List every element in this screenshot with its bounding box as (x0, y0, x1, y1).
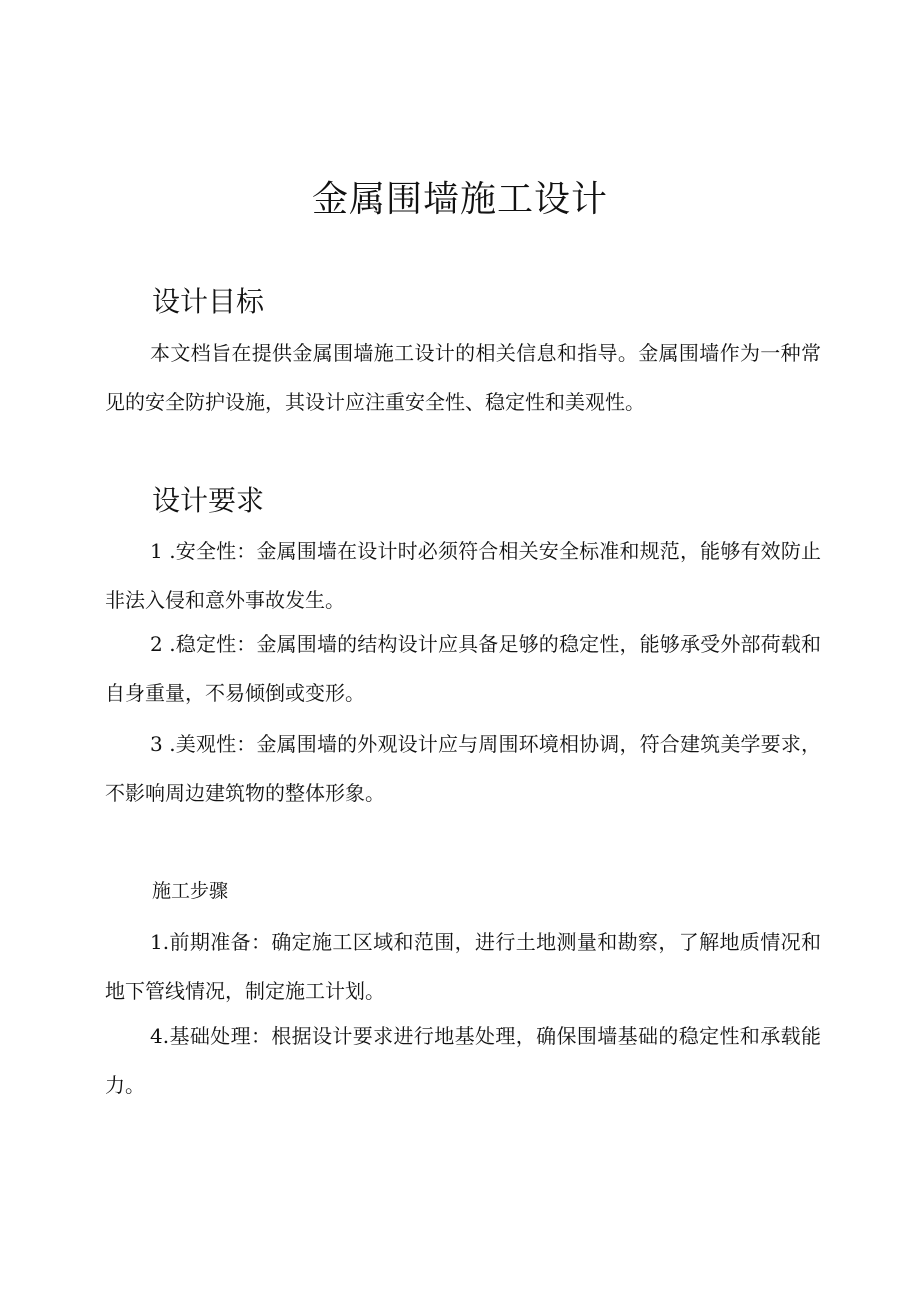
document-title: 金属围墙施工设计 (311, 179, 608, 220)
paragraph-step-preparation: 1.前期准备：确定施工区域和范围，进行土地测量和勘察，了解地质情况和地下管线情况，制定施工计划。 (105, 930, 821, 1003)
section-heading-construction-steps: 施工步骤 (152, 880, 229, 902)
paragraph-requirement-aesthetics: 3 .美观性：金属围墙的外观设计应与周围环境相协调，符合建筑美学要求，不影响周边建筑物的整体形象。 (105, 732, 821, 805)
paragraph-requirement-safety: 1 .安全性：金属围墙在设计时必须符合相关安全标准和规范，能够有效防止非法入侵和意外事故发生。 (105, 539, 821, 612)
paragraph-requirement-stability: 2 .稳定性：金属围墙的结构设计应具备足够的稳定性，能够承受外部荷载和自身重量，不易倾倒或变形。 (105, 632, 821, 705)
paragraph-design-goal: 本文档旨在提供金属围墙施工设计的相关信息和指导。金属围墙作为一种常见的安全防护设施，其设计应注重安全性、稳定性和美观性。 (105, 341, 821, 414)
section-heading-design-goal: 设计目标 (152, 285, 265, 318)
section-heading-design-requirements: 设计要求 (152, 484, 265, 517)
paragraph-step-foundation: 4.基础处理：根据设计要求进行地基处理，确保围墙基础的稳定性和承载能力。 (105, 1024, 821, 1097)
